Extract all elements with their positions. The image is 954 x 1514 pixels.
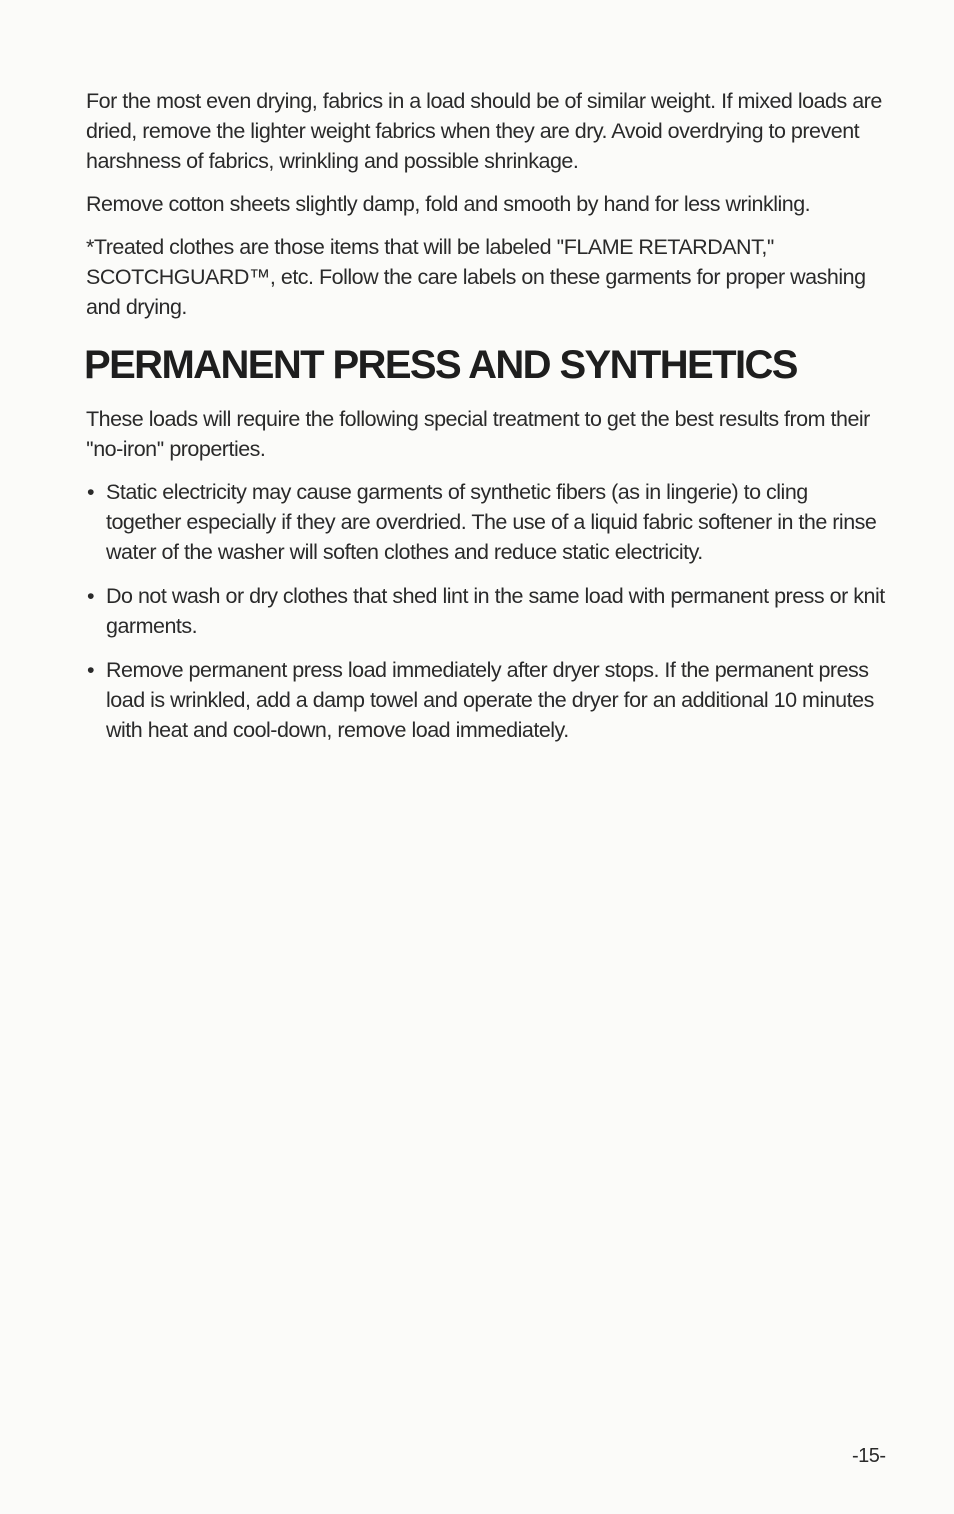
page-content (86, 86, 886, 759)
bullet-list (86, 477, 886, 745)
list-item (86, 477, 886, 567)
page-number: -15- (852, 1445, 886, 1467)
bullet-icon: • (87, 658, 95, 682)
section-intro: These loads will require the following special treatment to get the best results from their ''no-iron'' properties. (86, 407, 870, 461)
paragraph-treated-clothes: *Treated clothes are those items that will be labeled ''FLAME RETARDANT,'' SCOTCHGUARD™, etc. Follow the care labels on these garments for proper washing and drying. (86, 235, 866, 319)
list-item (86, 581, 886, 641)
section-heading: PERMANENT PRESS AND SYNTHETICS (84, 343, 797, 387)
bullet-icon: • (87, 584, 95, 608)
bullet-text: Static electricity may cause garments of synthetic fibers (as in lingerie) to cling together especially if they are overdried. The use of a liquid fabric softener in the rinse water of the washer will soften clothes and reduce static electricity. (106, 480, 877, 564)
paragraph-even-drying: For the most even drying, fabrics in a load should be of similar weight. If mixed loads are dried, remove the lighter weight fabrics when they are dry. Avoid overdrying to prevent harshness of fabrics, wrinkling and possible shrinkage. (86, 89, 882, 173)
bullet-text: Remove permanent press load immediately after dryer stops. If the permanent press load is wrinkled, add a damp towel and operate the dryer for an additional 10 minutes with heat and cool-down, remove load immediately. (106, 658, 874, 742)
bullet-icon: • (87, 480, 95, 504)
bullet-text: Do not wash or dry clothes that shed lint in the same load with permanent press or knit garments. (106, 584, 885, 638)
list-item (86, 655, 886, 745)
paragraph-cotton-sheets: Remove cotton sheets slightly damp, fold and smooth by hand for less wrinkling. (86, 192, 811, 216)
